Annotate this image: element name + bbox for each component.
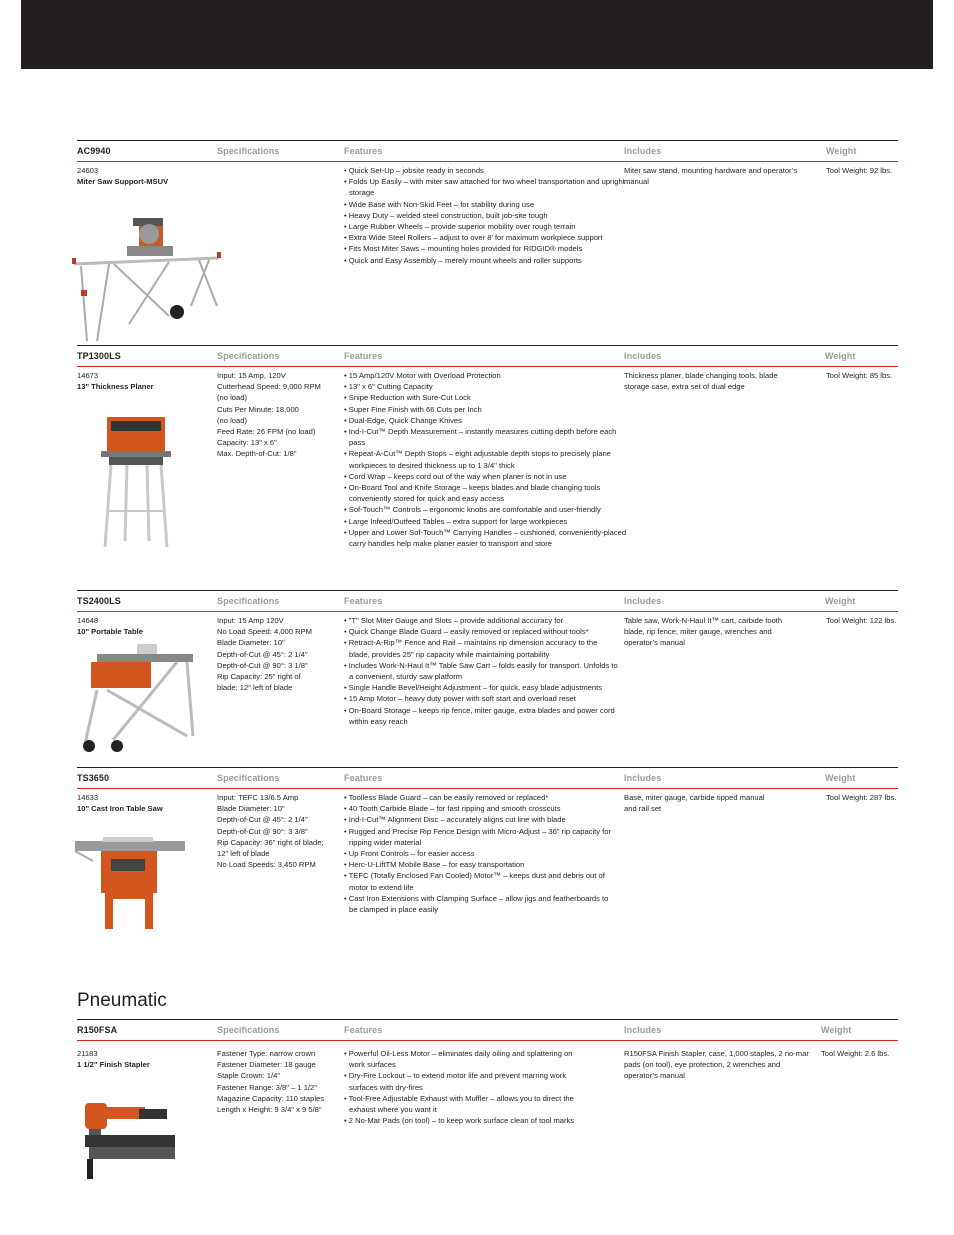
feature-item: • Dual-Edge, Quick Change Knives (344, 415, 462, 425)
features-header: Features (344, 773, 383, 783)
weight-text: Tool Weight: 92 lbs. (826, 166, 893, 175)
includes-header: Includes (624, 351, 662, 361)
feature-item: • Ind-I-Cut™ Depth Measurement – instantly measures cutting depth before each pass (344, 427, 617, 448)
spec-item: No Load Speeds: 3,450 RPM (217, 860, 316, 870)
product-header (77, 590, 898, 612)
feature-item: • Ind-I-Cut™ Alignment Disc – accurately aligns cut line with blade (344, 815, 566, 825)
spec-item: Rip Capacity: 36" right of blade; (217, 837, 324, 847)
product-id (77, 165, 207, 187)
includes-text: Table saw, Work-N-Haul It™ cart, carbide tooth blade, rip fence, miter gauge, wrenches and operator’s manual (624, 616, 783, 648)
product-header (77, 140, 898, 162)
feature-item: • Single Handle Bevel/Height Adjustment – for quick, easy blade adjustments (344, 683, 603, 693)
product-id (77, 615, 207, 637)
product-header (77, 767, 898, 789)
feature-item: • On-Board Storage – keeps rip fence, miter gauge, extra blades and power cord within easy reach (344, 705, 615, 726)
catalog-number: 21183 (77, 1049, 98, 1058)
includes-text: Base, miter gauge, carbide tipped manual and rail set (624, 793, 765, 814)
features-list (344, 615, 619, 727)
specs-header: Specifications (217, 773, 280, 783)
product-section-ac9940 (77, 140, 898, 265)
cast-iron-table-saw-image (73, 837, 188, 937)
feature-item: • "T" Slot Miter Gauge and Slots – provide additional accuracy for (344, 616, 564, 625)
weight-text: Tool Weight: 122 lbs. (826, 616, 897, 625)
weight-header: Weight (825, 596, 856, 606)
feature-item: • Cast Iron Extensions with Clamping Surface – allow jigs and featherboards to be clamped in place easily (344, 893, 609, 915)
product-name: 10" Portable Table (77, 627, 143, 637)
product-id (77, 792, 207, 814)
feature-item: • Large Infeed/Outfeed Tables – extra support for large workpieces (344, 516, 568, 526)
product-name: 13" Thickness Planer (77, 382, 154, 392)
spec-item: Staple Crown: 1/4" (217, 1071, 281, 1081)
includes-text: Miter saw stand, mounting hardware and operator’s manual (624, 166, 798, 187)
features-header: Features (344, 351, 383, 361)
includes-header: Includes (624, 1025, 662, 1035)
product-section-tp1300ls (77, 345, 898, 549)
product-header (77, 1019, 898, 1041)
feature-item: • Herc-U-LiftTM Mobile Base – for easy transportation (344, 860, 525, 870)
features-list (344, 792, 614, 915)
spec-item: Depth-of-Cut @ 45°: 2 1/4" (217, 815, 308, 825)
includes-header: Includes (624, 773, 662, 783)
spec-item: Cutterhead Speed: 9,000 RPM (217, 382, 321, 392)
catalog-number: 14673 (77, 371, 99, 380)
feature-item: • Tool-Free Adjustable Exhaust with Muffler – allows you to direct the exhaust where you want it (344, 1093, 574, 1115)
spec-item: Blade Diameter: 10" (217, 804, 285, 814)
includes-header: Includes (624, 146, 662, 156)
feature-item: • Super Fine Finish with 66 Cuts per Inch (344, 404, 482, 414)
features-list (344, 1048, 579, 1126)
spec-item: Fastener Range: 3/8" – 1 1/2" (217, 1082, 317, 1092)
includes-text: Thickness planer, blade changing tools, blade storage case, extra set of dual edge (624, 371, 778, 392)
portable-table-saw-image (77, 640, 202, 758)
feature-item: • Cord Wrap – keeps cord out of the way when planer is not in use (344, 471, 567, 481)
feature-item: • Repeat-A-Cut™ Depth Stops – eight adjustable depth stops to precisely plane workpieces to desired thickness up to 1 3/4" thick (344, 449, 611, 470)
spec-item: Magazine Capacity: 110 staples (217, 1093, 325, 1103)
features-header: Features (344, 596, 383, 606)
category-heading: Pneumatic (77, 990, 167, 1011)
feature-item: • Quick and Easy Assembly – merely mount wheels and roller supports (344, 255, 582, 265)
feature-item: • Upper and Lower Sof-Touch™ Carrying Handles – cushioned, conveniently-placed carry handles help make planer easier to transport and store (344, 527, 627, 549)
spec-item: 12" left of blade (217, 849, 270, 859)
feature-item: • Wide Base with Non-Skid Feet – for stability during use (344, 199, 535, 209)
spec-item: Input: TEFC 13/6.5 Amp (217, 793, 299, 802)
feature-item: • Up Front Controls – for easier access (344, 849, 475, 859)
feature-item: • Fits Most Miter Saws – mounting holes provided for RIDGID® models (344, 244, 583, 254)
spec-item: Length x Height: 9 3/4" x 9 5/8" (217, 1105, 322, 1115)
feature-item: • Extra Wide Steel Rollers – adjust to over 8’ for maximum workpiece support (344, 233, 603, 243)
spec-item: Depth-of-Cut @ 90°: 3 3/8" (217, 826, 308, 836)
spec-item: Input: 15 Amp, 120V (217, 371, 286, 380)
feature-item: • Sof-Touch™ Controls – ergonomic knobs are comfortable and user-friendly (344, 505, 601, 515)
spec-item: blade; 12" left of blade (217, 683, 293, 693)
features-header: Features (344, 146, 383, 156)
model-number: TS2400LS (77, 596, 121, 606)
spec-item: (no load) (217, 393, 247, 403)
feature-item: • Folds Up Easily – with miter saw attached for two wheel transportation and upright storage (344, 177, 625, 198)
top-banner (21, 0, 933, 69)
feature-item: • Retract-A-Rip™ Fence and Rail – maintains rip dimension accuracy to the blade, provides 25" rip capacity while maintaining portability (344, 638, 598, 659)
feature-item: • 13" x 6" Cutting Capacity (344, 382, 433, 392)
spec-item: Capacity: 13" x 6" (217, 438, 277, 448)
includes-header: Includes (624, 596, 662, 606)
spec-item: Feed Rate: 26 FPM (no load) (217, 427, 316, 437)
model-number: TS3650 (77, 773, 110, 783)
features-list (344, 370, 629, 549)
spec-item: Input: 15 Amp 120V (217, 616, 284, 625)
feature-item: • On-Board Tool and Knife Storage – keeps blades and blade changing tools conveniently stored for quick and easy access (344, 483, 601, 504)
product-section-r150fsa (77, 1019, 898, 1126)
weight-text: Tool Weight: 287 lbs. (826, 793, 897, 802)
spec-item: Max. Depth-of-Cut: 1/8" (217, 449, 297, 459)
feature-item: • Dry-Fire Lockout – to extend motor life and prevent marring work surfaces with dry-fires (344, 1071, 567, 1092)
spec-item: Depth-of-Cut @ 45°: 2 1/4" (217, 649, 308, 659)
product-id (77, 370, 207, 392)
model-number: TP1300LS (77, 351, 121, 361)
spec-item: (no load) (217, 415, 247, 425)
feature-item: • Includes Work-N-Haul It™ Table Saw Cart – folds easily for transport. Unfolds to a convenient, sturdy saw platform (344, 660, 618, 682)
specs-header: Specifications (217, 596, 280, 606)
miter-saw-stand-image (69, 206, 224, 346)
specifications-list (217, 370, 332, 460)
weight-text: Tool Weight: 2.6 lbs. (821, 1049, 890, 1058)
features-list (344, 165, 629, 266)
spec-item: Cuts Per Minute: 18,000 (217, 404, 299, 414)
feature-item: • Heavy Duty – welded steel construction, built job-site tough (344, 210, 548, 220)
feature-item: • Quick Set-Up – jobsite ready in seconds (344, 166, 484, 175)
spec-item: Depth-of-Cut @ 90°: 3 1/8" (217, 660, 308, 670)
catalog-number: 14648 (77, 616, 99, 625)
feature-item: • Large Rubber Wheels – provide superior mobility over rough terrain (344, 222, 576, 232)
feature-item: • 15 Amp Motor – heavy duty power with soft start and overload reset (344, 694, 576, 704)
product-id (77, 1048, 207, 1070)
feature-item: • 40 Tooth Carbide Blade – for fast ripping and smooth crosscuts (344, 804, 561, 814)
finish-stapler-image (83, 1093, 179, 1183)
product-section-ts2400ls (77, 590, 898, 726)
feature-item: • 2 No-Mar Pads (on tool) – to keep work surface clean of tool marks (344, 1116, 575, 1126)
catalog-number: 24603 (77, 166, 99, 175)
thickness-planer-image (97, 411, 177, 551)
weight-text: Tool Weight: 85 lbs. (826, 371, 893, 380)
feature-item: • Rugged and Precise Rip Fence Design with Micro-Adjust – 36" rip capacity for ripping wider material (344, 826, 612, 847)
weight-header: Weight (825, 351, 856, 361)
feature-item: • TEFC (Totally Enclosed Fan Cooled) Motor™ – keeps dust and debris out of motor to extend life (344, 871, 605, 892)
feature-item: • Quick Change Blade Guard – easily removed or replaced without tools* (344, 627, 589, 637)
weight-header: Weight (821, 1025, 852, 1035)
feature-item: • Powerful Oil-Less Motor – eliminates daily oiling and splattering on work surfaces (344, 1049, 573, 1070)
product-name: 10" Cast Iron Table Saw (77, 804, 163, 814)
feature-item: • Toolless Blade Guard – can be easily removed or replaced* (344, 793, 549, 802)
specifications-list (217, 792, 332, 870)
features-header: Features (344, 1025, 383, 1035)
specifications-list (217, 615, 332, 693)
spec-item: Blade Diameter: 10" (217, 638, 285, 648)
specifications-list (217, 1048, 332, 1115)
spec-item: Fastener Type: narrow crown (217, 1049, 316, 1058)
spec-item: Rip Capacity: 25" right of (217, 672, 301, 682)
feature-item: • 15 Amp/120V Motor with Overload Protection (344, 371, 501, 380)
specs-header: Specifications (217, 351, 280, 361)
catalog-number: 14633 (77, 793, 99, 802)
spec-item: Fastener Diameter: 18 gauge (217, 1060, 316, 1070)
weight-header: Weight (825, 773, 856, 783)
weight-header: Weight (826, 146, 857, 156)
specs-header: Specifications (217, 1025, 280, 1035)
specs-header: Specifications (217, 146, 280, 156)
spec-item: No Load Speed: 4,000 RPM (217, 627, 312, 637)
product-header (77, 345, 898, 367)
product-name: Miter Saw Support-MSUV (77, 177, 169, 187)
product-section-ts3650 (77, 767, 898, 915)
product-name: 1 1/2" Finish Stapler (77, 1060, 150, 1070)
model-number: AC9940 (77, 146, 111, 156)
model-number: R150FSA (77, 1025, 118, 1035)
includes-text: R150FSA Finish Stapler, case, 1,000 staples, 2 no-mar pads (on tool), eye protection, 2 wrenches and operator’s manual (624, 1049, 809, 1081)
feature-item: • Snipe Reduction with Sure-Cut Lock (344, 393, 471, 403)
